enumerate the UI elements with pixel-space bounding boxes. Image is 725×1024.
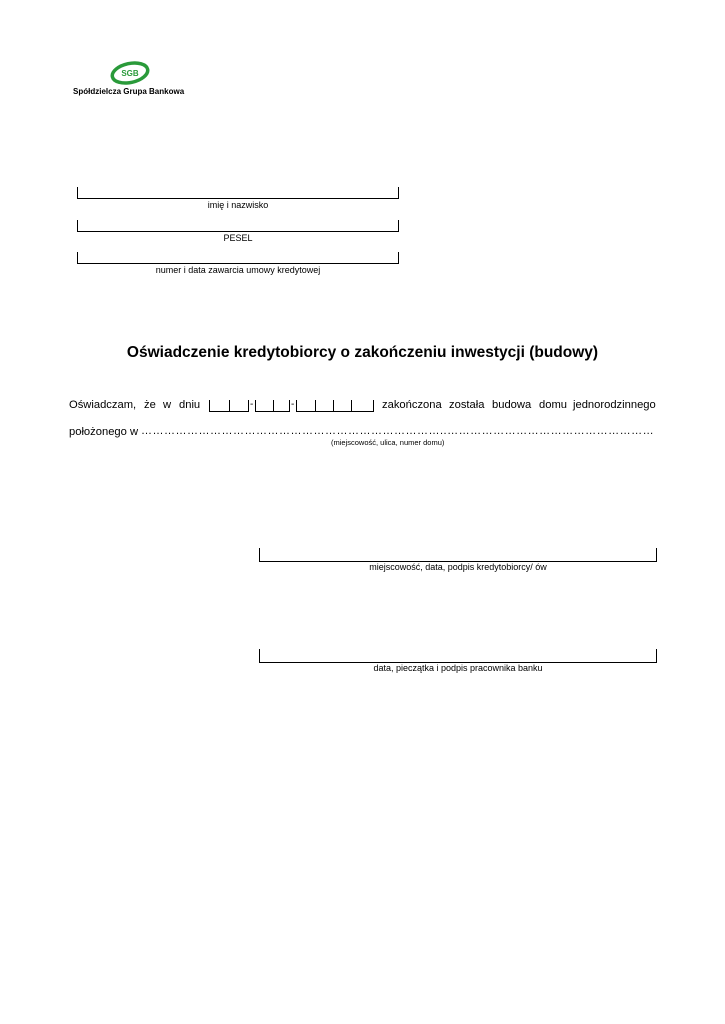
date-month-boxes[interactable] xyxy=(255,400,290,412)
bank-signature-field[interactable] xyxy=(259,649,657,663)
date-day-boxes[interactable] xyxy=(209,400,249,412)
statement-word: została xyxy=(449,399,485,411)
statement-word: dniu xyxy=(179,399,201,411)
bank-name: Spółdzielcza Grupa Bankowa xyxy=(73,87,185,96)
date-year-digit-3[interactable] xyxy=(333,400,334,411)
statement-word: jednorodzinnego xyxy=(573,399,656,411)
contract-field[interactable] xyxy=(77,252,399,264)
sgb-logo-icon xyxy=(108,58,152,88)
statement-word: zakończona xyxy=(382,399,442,411)
date-year-digit-2[interactable] xyxy=(315,400,316,411)
logo-mark-text: SGB xyxy=(121,69,139,78)
date-month-digit-1[interactable] xyxy=(255,400,256,411)
borrower-signature-field[interactable] xyxy=(259,548,657,562)
statement-word: domu xyxy=(539,399,567,411)
date-separator: - xyxy=(291,399,295,410)
date-year-boxes[interactable] xyxy=(296,400,374,412)
pesel-field[interactable] xyxy=(77,220,399,232)
date-box-divider xyxy=(289,400,290,411)
date-day-digit-2[interactable] xyxy=(229,400,230,411)
statement-word: Oświadczam, xyxy=(69,399,137,411)
pesel-field-label: PESEL xyxy=(223,233,253,243)
statement-word: że xyxy=(144,399,156,411)
date-day-digit-1[interactable] xyxy=(209,400,210,411)
location-fill-line[interactable]: ……………………………………………………………………..……………………………………………… xyxy=(141,425,655,437)
name-field-label: imię i nazwisko xyxy=(207,200,269,210)
borrower-signature-label: miejscowość, data, podpis kredytobiorcy/ ów xyxy=(369,562,547,572)
date-year-digit-4[interactable] xyxy=(351,400,352,411)
date-separator: - xyxy=(250,399,254,410)
contract-field-label: numer i data zawarcia umowy kredytowej xyxy=(155,265,321,275)
date-year-digit-1[interactable] xyxy=(296,400,297,411)
date-month-digit-2[interactable] xyxy=(273,400,274,411)
statement-word: budowa xyxy=(492,399,532,411)
name-field[interactable] xyxy=(77,187,399,199)
date-box-divider xyxy=(373,400,374,411)
location-prefix: położonego w xyxy=(69,426,139,438)
bank-signature-label: data, pieczątka i podpis pracownika banku xyxy=(373,663,543,673)
date-box-divider xyxy=(248,400,249,411)
document-title: Oświadczenie kredytobiorcy o zakończeniu inwestycji (budowy) xyxy=(126,344,599,361)
location-hint: (miejscowość, ulica, numer domu) xyxy=(331,438,445,447)
statement-word: w xyxy=(163,399,172,411)
